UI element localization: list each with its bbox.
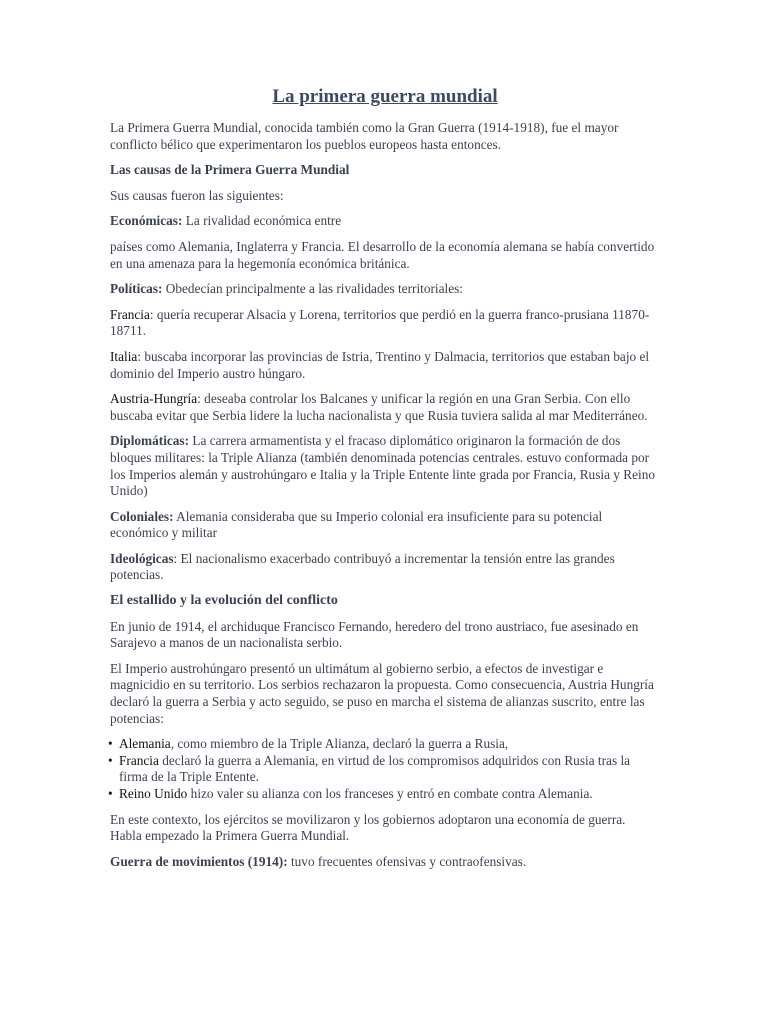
causes-heading: Las causas de la Primera Guerra Mundial	[110, 162, 350, 178]
coloniales-paragraph	[110, 509, 660, 542]
intro-paragraph: La Primera Guerra Mundial, conocida también como la Gran Guerra (1914-1918), fue el mayor conflicto bélico que experimentaron los pueblos europeos hasta entonces.	[110, 120, 619, 152]
list-item	[110, 753, 660, 786]
coloniales-text: Alemania consideraba que su Imperio colonial era insuficiente para su potencial económico y militar	[110, 508, 603, 541]
austria-paragraph	[110, 391, 660, 424]
politicas-paragraph	[110, 281, 660, 298]
bullet-country-reino-unido: Reino Unido	[119, 786, 188, 801]
bullet-country-alemania: Alemania	[119, 736, 171, 752]
alliances-list	[110, 736, 660, 802]
outbreak-heading: El estallido y la evolución del conflicto	[110, 593, 338, 609]
economicas-paragraph	[110, 213, 660, 230]
bullet-text: , como miembro de la Triple Alianza, declaró la guerra a Rusia,	[170, 736, 509, 752]
francia-paragraph	[110, 307, 660, 340]
movimientos-text: tuvo frecuentes ofensivas y contraofensivas.	[287, 853, 527, 869]
list-item	[110, 786, 660, 803]
diplomaticas-paragraph	[110, 433, 660, 499]
bullet-country-francia: Francia	[119, 752, 159, 768]
list-item	[110, 736, 660, 753]
coloniales-label: Coloniales:	[110, 508, 174, 524]
francia-name: Francia	[110, 306, 150, 322]
ideologicas-label: Ideológicas	[110, 550, 174, 566]
context-paragraph: En este contexto, los ejércitos se movilizaron y los gobiernos adoptaron una economía de guerra. Habla empezado la Primera Guerra Mundial.	[110, 811, 626, 844]
movimientos-label: Guerra de movimientos (1914):	[110, 853, 288, 869]
italia-name: Italia	[110, 348, 138, 364]
economicas-continuation: países como Alemania, Inglaterra y Francia. El desarrollo de la economía alemana se había convertido en una amenaza para la hegemonía económica británica.	[110, 238, 655, 271]
causes-intro: Sus causas fueron las siguientes:	[110, 187, 284, 203]
diplomaticas-text: La carrera armamentista y el fracaso diplomático originaron la formación de dos bloques militares: la Triple Alianza (también denominada potencias centrales. estuvo conformada por los Imperios alemán y austrohúngaro e Italia y la Triple Entente linte grada por Francia, Rusia y Reino Unido)	[110, 433, 656, 499]
bullet-text: hizo valer su alianza con los franceses y entró en combate contra Alemania.	[187, 786, 593, 801]
italia-text: : buscaba incorporar las provincias de Istria, Trentino y Dalmacia, territorios que estaban bajo el dominio del Imperio austro húngaro.	[110, 348, 650, 381]
politicas-label: Políticas:	[110, 281, 163, 297]
politicas-text: Obedecían principalmente a las rivalidades territoriales:	[162, 281, 463, 297]
ideologicas-paragraph	[110, 551, 660, 584]
economicas-text: La rivalidad económica entre	[182, 213, 342, 229]
francia-text: : quería recuperar Alsacia y Lorena, territorios que perdió en la guerra franco-prusiana 11870-18711.	[110, 306, 650, 339]
outbreak-paragraph-2: El Imperio austrohúngaro presentó un ultimátum al gobierno serbio, a efectos de investigar e magnicidio en su territorio. Los serbios rechazaron la propuesta. Como consecuencia, Austria Hungría declaró la guerra a Serbia y acto seguido, se puso en marcha el sistema de alianzas suscrito, entre las potencias:	[110, 660, 654, 726]
movimientos-paragraph	[110, 854, 660, 871]
outbreak-paragraph-1: En junio de 1914, el archiduque Francisco Fernando, heredero del trono austriaco, fue asesinado en Sarajevo a manos de un nacionalista serbio.	[110, 618, 639, 651]
italia-paragraph	[110, 349, 660, 382]
diplomaticas-label: Diplomáticas:	[110, 433, 190, 449]
bullet-text: declaró la guerra a Alemania, en virtud de los compromisos adquiridos con Rusia tras la firma de la Triple Entente.	[119, 752, 631, 785]
document-title: La primera guerra mundial	[272, 86, 498, 107]
austria-name: Austria-Hungría	[110, 391, 198, 407]
austria-text: : deseaba controlar los Balcanes y unificar la región en una Gran Serbia. Con ello buscaba evitar que Serbia lidere la lucha nacionalista y que Rusia tuviera salida al mar Mediterráneo.	[110, 391, 648, 423]
ideologicas-text: : El nacionalismo exacerbado contribuyó a incrementar la tensión entre las grandes potencias.	[110, 550, 615, 583]
economicas-label: Económicas:	[110, 213, 183, 229]
